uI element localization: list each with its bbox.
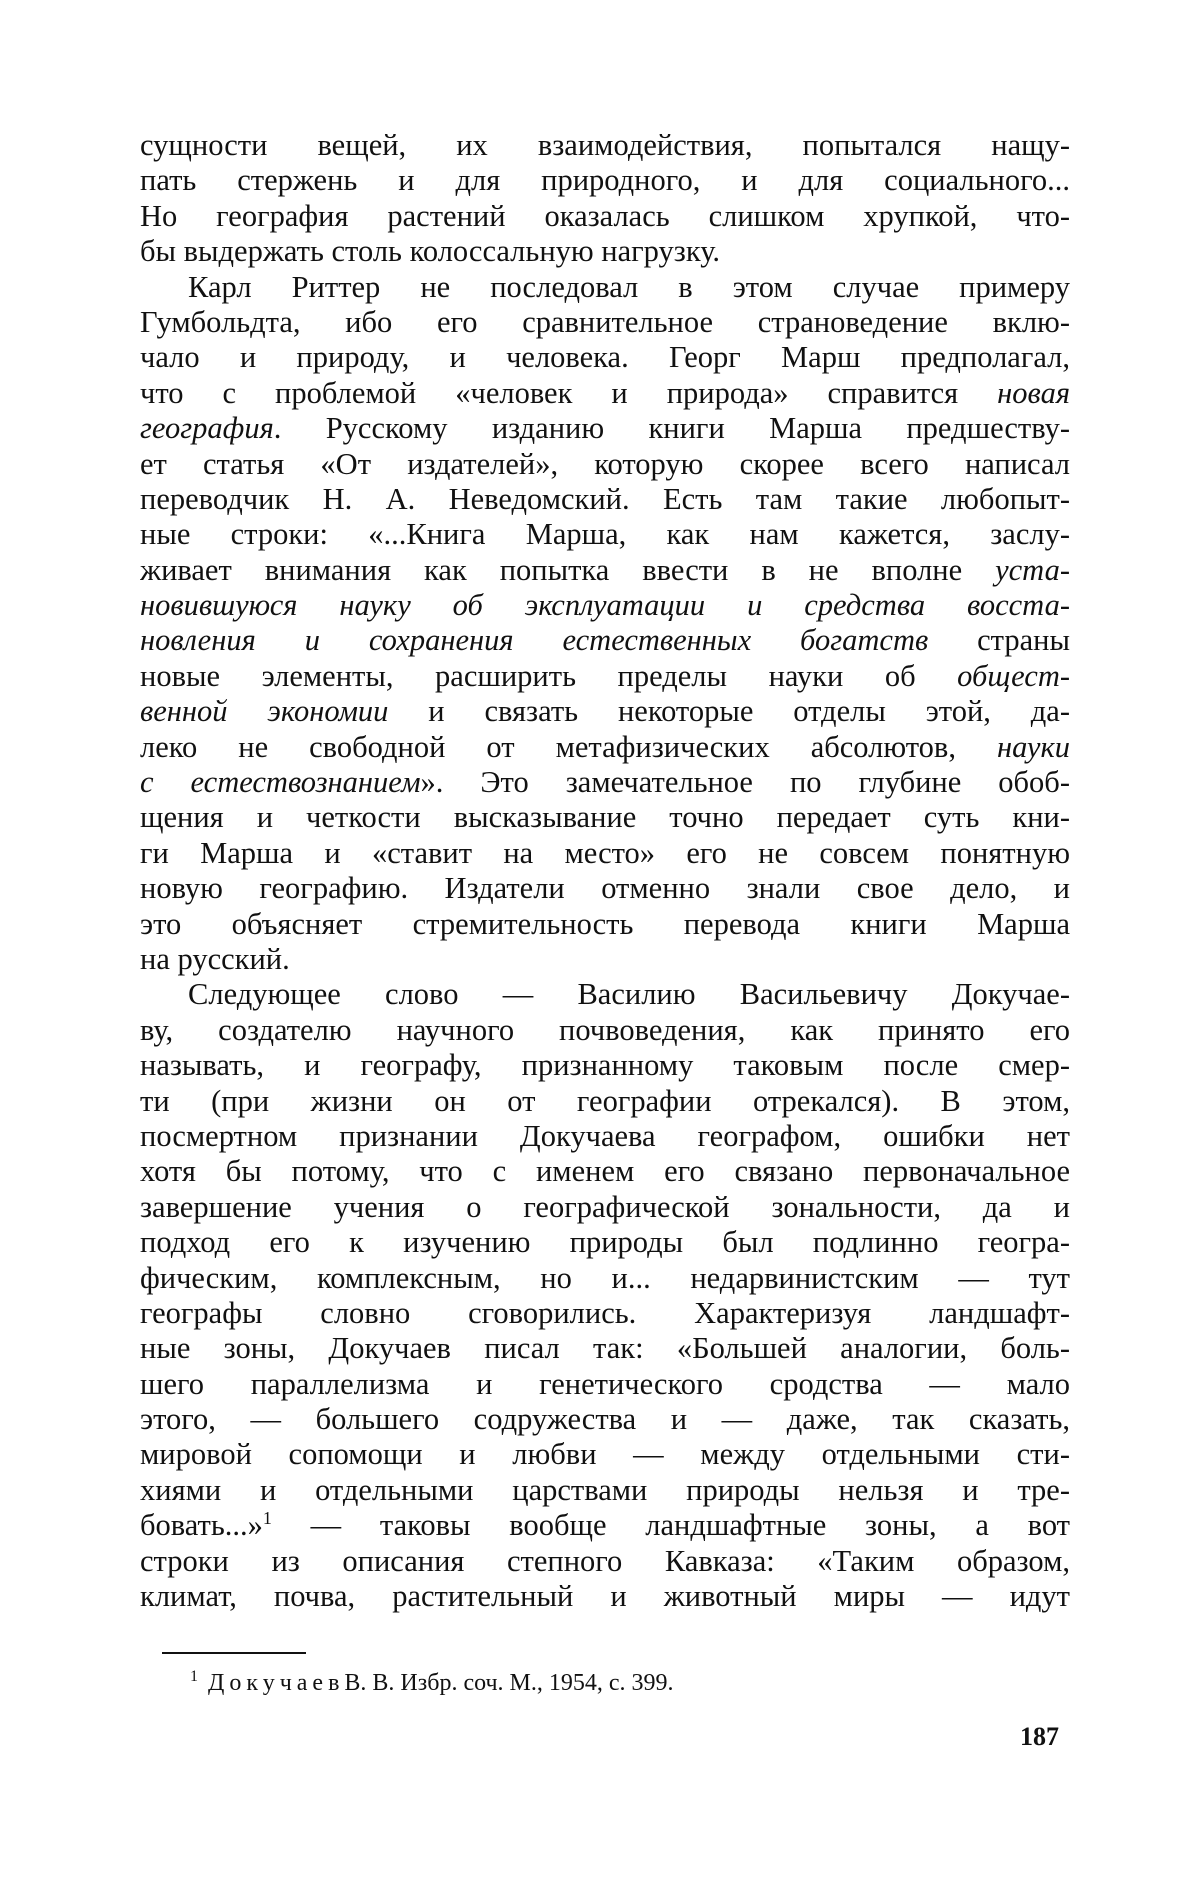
text-line xyxy=(140,1048,1070,1083)
text-line xyxy=(140,128,1070,163)
text-segment: — таковы вообще ландшафтные зоны, а вот xyxy=(271,1508,1070,1543)
text-segment: этого, — большего содружества и — даже, так сказать, xyxy=(140,1402,1070,1437)
text-segment: переводчик Н. А. Неведомский. Есть там такие любопыт- xyxy=(140,481,1070,516)
text-segment: ву, создателю научного почвоведения, как принято его xyxy=(140,1012,1070,1047)
text-line xyxy=(140,1579,1070,1614)
text-line xyxy=(140,730,1070,765)
text-segment: сущности вещей, их взаимодействия, попытался нащу- xyxy=(140,128,1070,162)
text-segment: фическим, комплексным, но и... недарвинистским — тут xyxy=(140,1260,1070,1295)
text-line xyxy=(140,199,1070,234)
text-line xyxy=(140,482,1070,517)
text-line xyxy=(140,800,1070,835)
text-segment: Но география растений оказалась слишком хрупкой, что- xyxy=(140,198,1070,233)
text-line xyxy=(140,659,1070,694)
text-line xyxy=(140,411,1070,446)
text-line xyxy=(140,836,1070,871)
footnote-reference: 1 xyxy=(262,1508,272,1529)
italic-text: новления и сохранения естественных богатств xyxy=(140,623,929,658)
footnote-text: В. В. Избр. соч. М., 1954, с. 399. xyxy=(344,1670,674,1696)
text-line xyxy=(140,1544,1070,1579)
text-segment: это объясняет стремительность перевода книги Марша xyxy=(140,906,1070,941)
text-line xyxy=(140,1154,1070,1189)
text-segment: хиями и отдельными царствами природы нельзя и тре- xyxy=(140,1472,1070,1507)
text-line xyxy=(140,376,1070,411)
text-segment: ет статья «От издателей», которую скорее всего написал xyxy=(140,446,1070,481)
text-line xyxy=(140,871,1070,906)
text-line xyxy=(140,1508,1070,1543)
text-segment: ». Это замечательное по глубине обоб- xyxy=(420,765,1070,800)
text-line xyxy=(140,623,1070,658)
body-text xyxy=(140,128,1070,1614)
text-line xyxy=(140,234,1070,269)
text-line xyxy=(140,270,1070,305)
text-segment: Следующее слово — Василию Васильевичу Докучае- xyxy=(188,977,1070,1012)
italic-text: венной экономии xyxy=(140,694,389,729)
text-line xyxy=(140,1013,1070,1048)
text-line xyxy=(140,517,1070,552)
text-line xyxy=(140,305,1070,340)
text-line xyxy=(140,1473,1070,1508)
text-segment: посмертном признании Докучаева географом, ошибки нет xyxy=(140,1118,1070,1153)
text-line xyxy=(140,977,1070,1012)
text-segment: живает внимания как попытка ввести в не вполне xyxy=(140,552,996,587)
italic-text: география xyxy=(140,411,274,446)
text-line xyxy=(140,694,1070,729)
footnote xyxy=(190,1668,674,1698)
italic-text: новившуюся науку об эксплуатации и средства восста- xyxy=(140,588,1070,623)
text-segment: бовать...» xyxy=(140,1508,263,1543)
text-segment: подход его к изучению природы был подлинно геогра- xyxy=(140,1225,1070,1260)
text-line xyxy=(140,553,1070,588)
text-segment: ти (при жизни он от географии отрекался). В этом, xyxy=(140,1083,1070,1118)
text-line xyxy=(140,1225,1070,1260)
text-line xyxy=(140,1331,1070,1366)
text-segment: бы выдержать столь колоссальную нагрузку. xyxy=(140,234,721,269)
text-segment: страны xyxy=(928,623,1070,658)
text-segment: Гумбольдта, ибо его сравнительное страноведение вклю- xyxy=(140,304,1070,339)
text-line xyxy=(140,765,1070,800)
text-segment: географы словно сговорились. Характеризуя ландшафт- xyxy=(140,1295,1070,1330)
text-segment: леко не свободной от метафизических абсолютов, xyxy=(140,729,997,764)
text-segment: климат, почва, растительный и животный миры — идут xyxy=(140,1579,1070,1614)
text-line xyxy=(140,1261,1070,1296)
italic-text: с естествознанием xyxy=(140,765,421,800)
text-segment: ные зоны, Докучаев писал так: «Большей аналогии, боль- xyxy=(140,1331,1070,1366)
text-segment: строки из описания степного Кавказа: «Таким образом, xyxy=(140,1543,1070,1578)
text-segment: пать стержень и для природного, и для социального... xyxy=(140,163,1070,198)
text-line xyxy=(140,1402,1070,1437)
text-segment: новую географию. Издатели отменно знали свое дело, и xyxy=(140,871,1070,906)
text-segment: новые элементы, расширить пределы науки об xyxy=(140,658,958,693)
text-line xyxy=(140,1367,1070,1402)
text-segment: что с проблемой «человек и природа» справится xyxy=(140,375,998,410)
footnote-mark: 1 xyxy=(190,1668,198,1685)
text-segment: хотя бы потому, что с именем его связано первоначальное xyxy=(140,1154,1070,1189)
text-segment: ги Марша и «ставит на место» его не совсем понятную xyxy=(140,835,1070,870)
footnote-divider xyxy=(162,1652,306,1654)
italic-text: общест- xyxy=(957,658,1070,693)
text-segment: на русский. xyxy=(140,941,290,976)
text-line xyxy=(140,163,1070,198)
text-line xyxy=(140,1437,1070,1472)
text-line xyxy=(140,447,1070,482)
text-segment: щения и четкости высказывание точно передает суть кни- xyxy=(140,800,1070,835)
text-segment: чало и природу, и человека. Георг Марш предполагал, xyxy=(140,340,1070,375)
text-segment: завершение учения о географической зональности, да и xyxy=(140,1189,1070,1224)
footnote-author: Докучаев xyxy=(208,1670,345,1696)
text-line xyxy=(140,1190,1070,1225)
text-segment: Карл Риттер не последовал в этом случае примеру xyxy=(188,269,1070,304)
italic-text: уста- xyxy=(995,552,1070,587)
italic-text: новая xyxy=(997,375,1070,410)
text-line xyxy=(140,907,1070,942)
text-line xyxy=(140,942,1070,977)
text-line xyxy=(140,340,1070,375)
text-segment: . Русскому изданию книги Марша предшеству- xyxy=(273,411,1070,446)
text-segment: называть, и географу, признанному таковым после смер- xyxy=(140,1048,1070,1083)
text-segment: мировой сопомощи и любви — между отдельными сти- xyxy=(140,1437,1070,1472)
text-segment: и связать некоторые отделы этой, да- xyxy=(388,694,1070,729)
italic-text: науки xyxy=(996,729,1070,764)
text-segment: ные строки: «...Книга Марша, как нам кажется, заслу- xyxy=(140,517,1070,552)
text-segment: шего параллелизма и генетического сродства — мало xyxy=(140,1366,1070,1401)
text-line xyxy=(140,1296,1070,1331)
text-line xyxy=(140,1119,1070,1154)
text-line xyxy=(140,588,1070,623)
page-number: 187 xyxy=(1020,1722,1059,1751)
text-line xyxy=(140,1084,1070,1119)
